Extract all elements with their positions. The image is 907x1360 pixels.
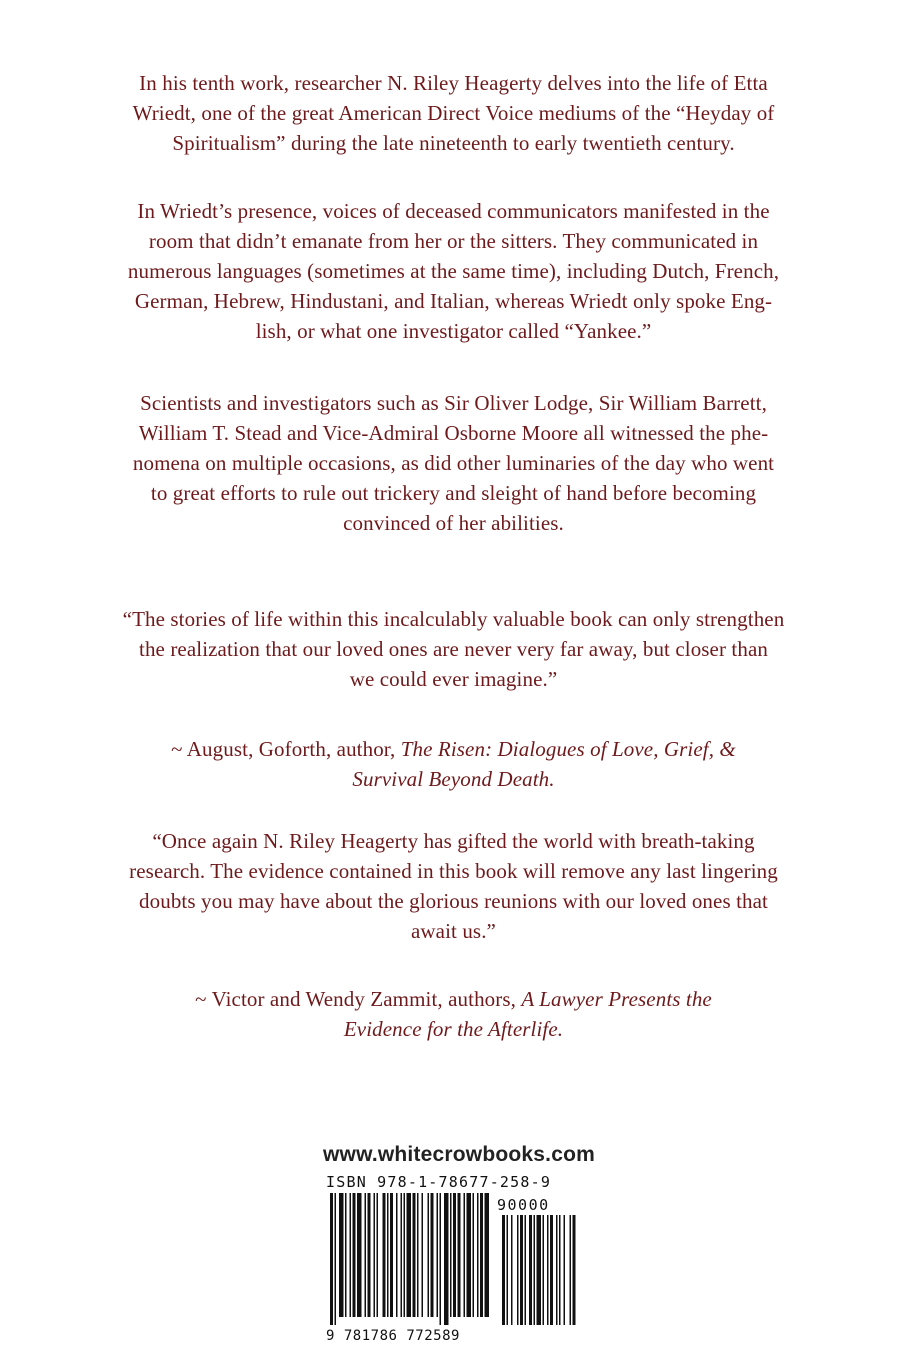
intro-paragraph-3: Scientists and investigators such as Sir Oliver Lodge, Sir William Barrett, William T. Stead and Vice-Admiral Osborne Moore all witnessed the phe- nomena on multiple occasions, as did other luminaries of the day who went to great efforts to rule out trickery and sleight of hand before becoming convinced of her abilities. (132, 391, 775, 535)
barcode-bar (335, 1193, 337, 1325)
barcode-bar (467, 1193, 472, 1317)
addon-bar (537, 1215, 542, 1325)
addon-bar (529, 1215, 532, 1325)
addon-bar (547, 1215, 549, 1325)
addon-bar (502, 1215, 505, 1325)
quote-2: “Once again N. Riley Heagerty has gifted the world with breath-taking research. The evidence contained in this book will remove any last lingering doubts you may have about the glorious reunions with our loved ones that await us.” (129, 829, 778, 943)
intro-paragraph-1: In his tenth work, researcher N. Riley Heagerty delves into the life of Etta Wriedt, one of the great American Direct Voice mediums of the “Heyday of Spiritualism” during the late nineteenth to early twentieth century. (132, 71, 775, 155)
addon-bar (511, 1215, 513, 1325)
barcode-bar (350, 1193, 352, 1317)
barcode-bar (422, 1193, 424, 1317)
barcode-bar (401, 1193, 403, 1317)
addon-bar (559, 1215, 561, 1325)
publisher-url[interactable]: www.whitecrowbooks.com (323, 1143, 595, 1166)
barcode-bar (368, 1193, 371, 1317)
isbn-text: ISBN 978-1-78677-258-9 (326, 1173, 552, 1191)
addon-bar (556, 1215, 558, 1325)
barcode-bar (365, 1193, 367, 1317)
barcode-bar (437, 1193, 439, 1317)
barcode-bar (480, 1193, 483, 1317)
quote-1: “The stories of life within this incalculably valuable book can only strengthen the realization that our loved ones are never very far away, but closer than we could ever imagine.” (122, 607, 785, 691)
barcode-digits: 9 781786 772589 (326, 1328, 460, 1344)
addon-bar (564, 1215, 566, 1325)
barcode-bar (458, 1193, 461, 1317)
barcode-bar (404, 1193, 406, 1317)
quote-1-attribution: ~ August, Goforth, author, The Risen: Dialogues of Love, Grief, & Survival Beyond Death. (171, 737, 736, 791)
addon-bar (507, 1215, 509, 1325)
barcode-bar (390, 1193, 393, 1317)
barcode-bar (345, 1193, 347, 1317)
barcode-bar (431, 1193, 434, 1317)
barcode-bar (464, 1193, 466, 1317)
barcode-bar (377, 1193, 379, 1317)
barcode-bar (450, 1193, 452, 1317)
barcode (330, 1193, 602, 1329)
barcode-bar (339, 1193, 344, 1317)
barcode-bar (413, 1193, 416, 1317)
addon-bar (550, 1215, 553, 1325)
barcode-bar (353, 1193, 356, 1317)
addon-bar (573, 1215, 576, 1325)
barcode-bar (383, 1193, 386, 1317)
intro-paragraph-2: In Wriedt’s presence, voices of deceased communicators manifested in the room that didn’t emanate from her or the sitters. They communicated in numerous languages (sometimes at the same time), including Dutch, French, German, Hebrew, Hindustani, and Italian, whereas Wriedt only spoke Eng- lish, or what one investigator called “Yankee.” (127, 199, 780, 343)
barcode-bar (387, 1193, 389, 1317)
addon-bar (543, 1215, 545, 1325)
barcode-bar (407, 1193, 412, 1317)
barcode-bar (374, 1193, 376, 1317)
addon-bar (570, 1215, 572, 1325)
barcode-bar (477, 1193, 479, 1317)
quote-2-attribution: ~ Victor and Wendy Zammit, authors, A Lawyer Presents the Evidence for the Afterlife. (195, 987, 712, 1041)
barcode-bar (485, 1193, 490, 1317)
barcode-bar (453, 1193, 456, 1317)
addon-bar (520, 1215, 523, 1325)
barcode-bar (357, 1193, 362, 1317)
addon-bar (534, 1215, 536, 1325)
barcode-bar (330, 1193, 333, 1325)
barcode-bar (428, 1193, 430, 1317)
addon-bar (525, 1215, 527, 1325)
barcode-bar (440, 1193, 442, 1325)
barcode-bar (473, 1193, 475, 1317)
barcode-bar (444, 1193, 449, 1325)
price-code: 90000 (497, 1196, 550, 1214)
addon-bar (517, 1215, 519, 1325)
barcode-bar (417, 1193, 419, 1317)
barcode-bar (396, 1193, 398, 1317)
